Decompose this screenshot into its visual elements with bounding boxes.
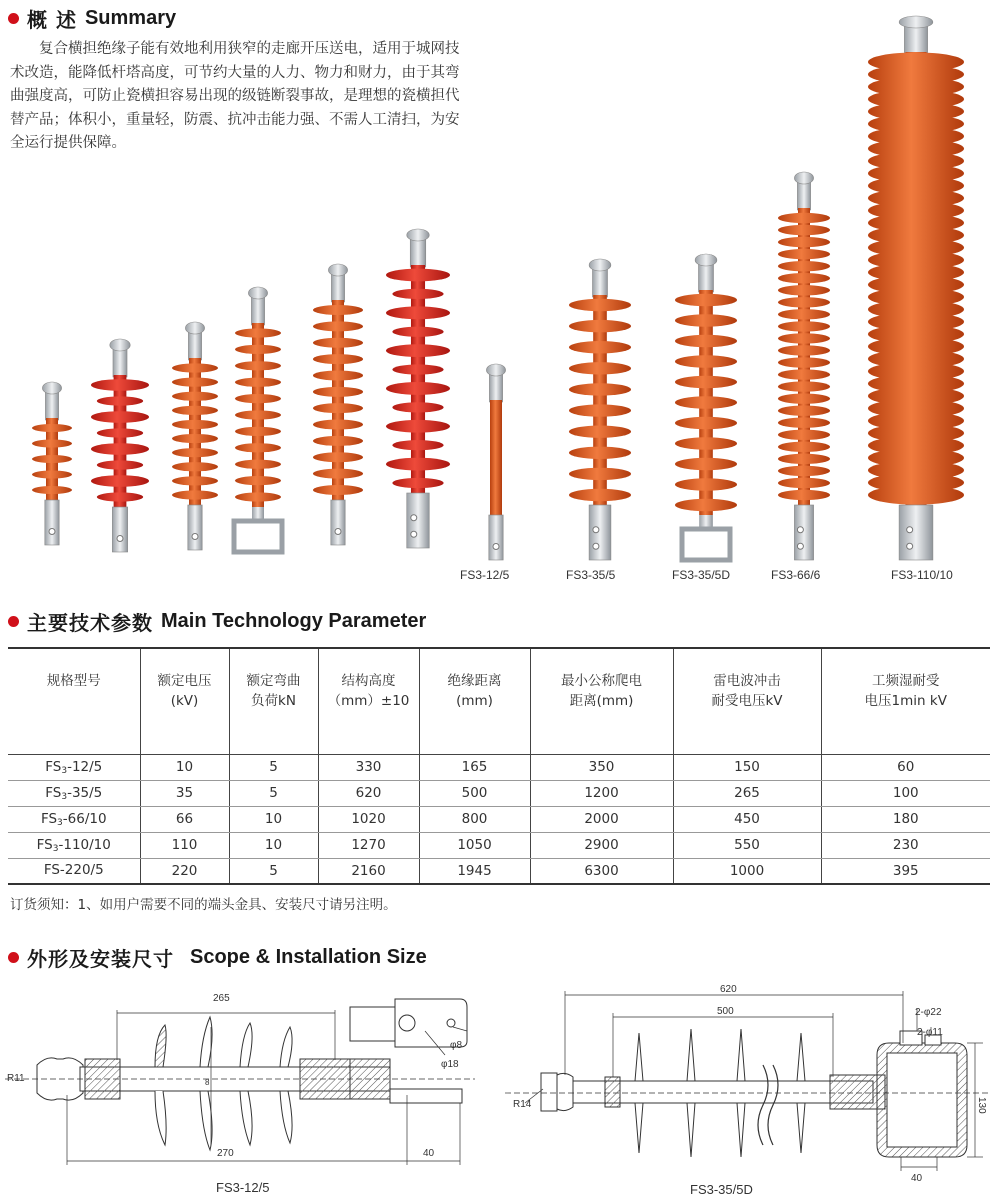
table-row xyxy=(8,806,990,832)
insulator-photo xyxy=(675,254,737,560)
insulator-photo xyxy=(778,172,830,560)
summary-heading-en: Summary xyxy=(84,7,177,29)
drawing-fs3-35-5d xyxy=(505,985,995,1203)
install-heading-cn: 外形及安装尺寸 xyxy=(27,947,174,971)
table-row xyxy=(8,858,990,884)
table-cell: 110 xyxy=(140,832,229,858)
cell-model: $FS_3-35/5$ xyxy=(8,780,140,806)
cell-model: $FS_3-110/10$ xyxy=(8,832,140,858)
table-cell: 395 xyxy=(821,858,990,884)
header-bending-load: 额定弯曲 负荷kN xyxy=(229,648,318,754)
install-heading-en: Scope & Installation Size xyxy=(190,946,427,968)
insulator-photo xyxy=(172,322,218,550)
summary-line: 曲强度高，可防止瓷横担容易出现的级链断裂事故，是理想的瓷横担代 xyxy=(10,88,460,104)
params-heading-en: Main Technology Parameter xyxy=(161,610,427,632)
table-header-row xyxy=(8,648,990,754)
table-cell: 5 xyxy=(229,754,318,780)
table-cell: 550 xyxy=(673,832,821,858)
drawing-caption-right: FS3-35/5D xyxy=(690,1182,753,1197)
header-structure-height: 结构高度 （mm）±10 xyxy=(318,648,419,754)
table-cell: 350 xyxy=(530,754,673,780)
summary-heading-cn: 概 述 xyxy=(27,8,77,32)
dim-total: 620 xyxy=(720,985,737,995)
drawing-caption-left: FS3-12/5 xyxy=(216,1180,270,1195)
insulator-photo xyxy=(91,339,149,552)
table-cell: 1050 xyxy=(419,832,530,858)
insulator-photo xyxy=(234,287,282,552)
table-cell: 35 xyxy=(140,780,229,806)
table-cell: 6300 xyxy=(530,858,673,884)
insulator-photo xyxy=(313,264,363,545)
insulator-photo xyxy=(486,364,505,560)
dim-radius: R11 xyxy=(7,1073,25,1084)
table-cell: 1020 xyxy=(318,806,419,832)
table-cell: 5 xyxy=(229,858,318,884)
parameter-table xyxy=(8,647,990,885)
table-row xyxy=(8,832,990,858)
install-heading xyxy=(8,943,427,972)
header-model: 规格型号 xyxy=(8,648,140,754)
insulator-photo xyxy=(868,16,964,560)
dim-shed: 8 xyxy=(205,1078,210,1087)
table-cell: 165 xyxy=(419,754,530,780)
dim-hole-small: 2-φ11 xyxy=(917,1027,943,1038)
table-cell: 1270 xyxy=(318,832,419,858)
table-cell: 330 xyxy=(318,754,419,780)
dim-hole1: φ8 xyxy=(450,1040,463,1051)
header-creepage-distance: 最小公称爬电 距离(mm) xyxy=(530,648,673,754)
table-cell: 620 xyxy=(318,780,419,806)
summary-line: 复合横担绝缘子能有效地利用狭窄的走廊开压送电，适用于城网技 xyxy=(39,41,460,57)
drawing-fs3-12-5 xyxy=(5,985,480,1203)
table-cell: 180 xyxy=(821,806,990,832)
table-cell: 5 xyxy=(229,780,318,806)
table-cell: 100 xyxy=(821,780,990,806)
table-cell: 1000 xyxy=(673,858,821,884)
table-cell: 450 xyxy=(673,806,821,832)
header-power-frequency: 工频湿耐受 电压1min kV xyxy=(821,648,990,754)
cell-model: $FS_3-12/5$ xyxy=(8,754,140,780)
table-cell: 2000 xyxy=(530,806,673,832)
table-cell: 10 xyxy=(229,806,318,832)
table-cell: 1945 xyxy=(419,858,530,884)
header-lightning-impulse: 雷电波冲击 耐受电压kV xyxy=(673,648,821,754)
photo-caption: FS3-35/5 xyxy=(566,568,616,582)
dim-height: 130 xyxy=(976,1097,987,1114)
dim-hole2: φ18 xyxy=(441,1059,459,1070)
bullet-dot-icon xyxy=(8,952,19,963)
table-cell: 2900 xyxy=(530,832,673,858)
insulator-photo xyxy=(386,229,450,548)
header-rated-voltage: 额定电压 (kV) xyxy=(140,648,229,754)
photo-caption: FS3-110/10 xyxy=(891,568,953,582)
dim-end: 40 xyxy=(423,1148,435,1159)
table-cell: 800 xyxy=(419,806,530,832)
dim-inner: 500 xyxy=(717,1006,734,1017)
dim-bottom: 40 xyxy=(911,1173,923,1184)
params-heading xyxy=(8,607,426,636)
product-photos xyxy=(0,0,995,600)
dim-hole-big: 2-φ22 xyxy=(915,1007,942,1018)
cell-model: $FS_3-66/10$ xyxy=(8,806,140,832)
table-cell: 2160 xyxy=(318,858,419,884)
table-row xyxy=(8,754,990,780)
dim-radius: R14 xyxy=(513,1099,532,1110)
table-row xyxy=(8,780,990,806)
dim-bottom: 270 xyxy=(217,1148,234,1159)
photo-caption: FS3-12/5 xyxy=(460,568,510,582)
table-cell: 10 xyxy=(229,832,318,858)
header-insulation-distance: 绝缘距离 (mm) xyxy=(419,648,530,754)
table-cell: 150 xyxy=(673,754,821,780)
params-heading-cn: 主要技术参数 xyxy=(27,611,153,635)
photo-caption: FS3-66/6 xyxy=(771,568,821,582)
cell-model: FS-220/5 xyxy=(8,858,140,884)
table-cell: 265 xyxy=(673,780,821,806)
bullet-dot-icon xyxy=(8,616,19,627)
table-cell: 10 xyxy=(140,754,229,780)
table-cell: 230 xyxy=(821,832,990,858)
dim-top: 265 xyxy=(213,993,230,1004)
table-cell: 1200 xyxy=(530,780,673,806)
summary-line: 全运行提供保障。 xyxy=(10,135,126,151)
photo-caption: FS3-35/5D xyxy=(672,568,731,582)
table-cell: 220 xyxy=(140,858,229,884)
insulator-photo xyxy=(32,382,72,545)
table-cell: 66 xyxy=(140,806,229,832)
table-cell: 500 xyxy=(419,780,530,806)
table-cell: 60 xyxy=(821,754,990,780)
insulator-photo xyxy=(569,259,631,560)
order-note: 订货须知：1、如用户需要不同的端头金具、安装尺寸请另注明。 xyxy=(10,897,397,913)
summary-line: 替产品；体积小，重量轻，防震、抗冲击能力强、不需人工清扫，为安 xyxy=(10,111,460,128)
summary-line: 术改造，能降低杆塔高度，可节约大量的人力、物力和财力，由于其弯 xyxy=(10,64,460,81)
